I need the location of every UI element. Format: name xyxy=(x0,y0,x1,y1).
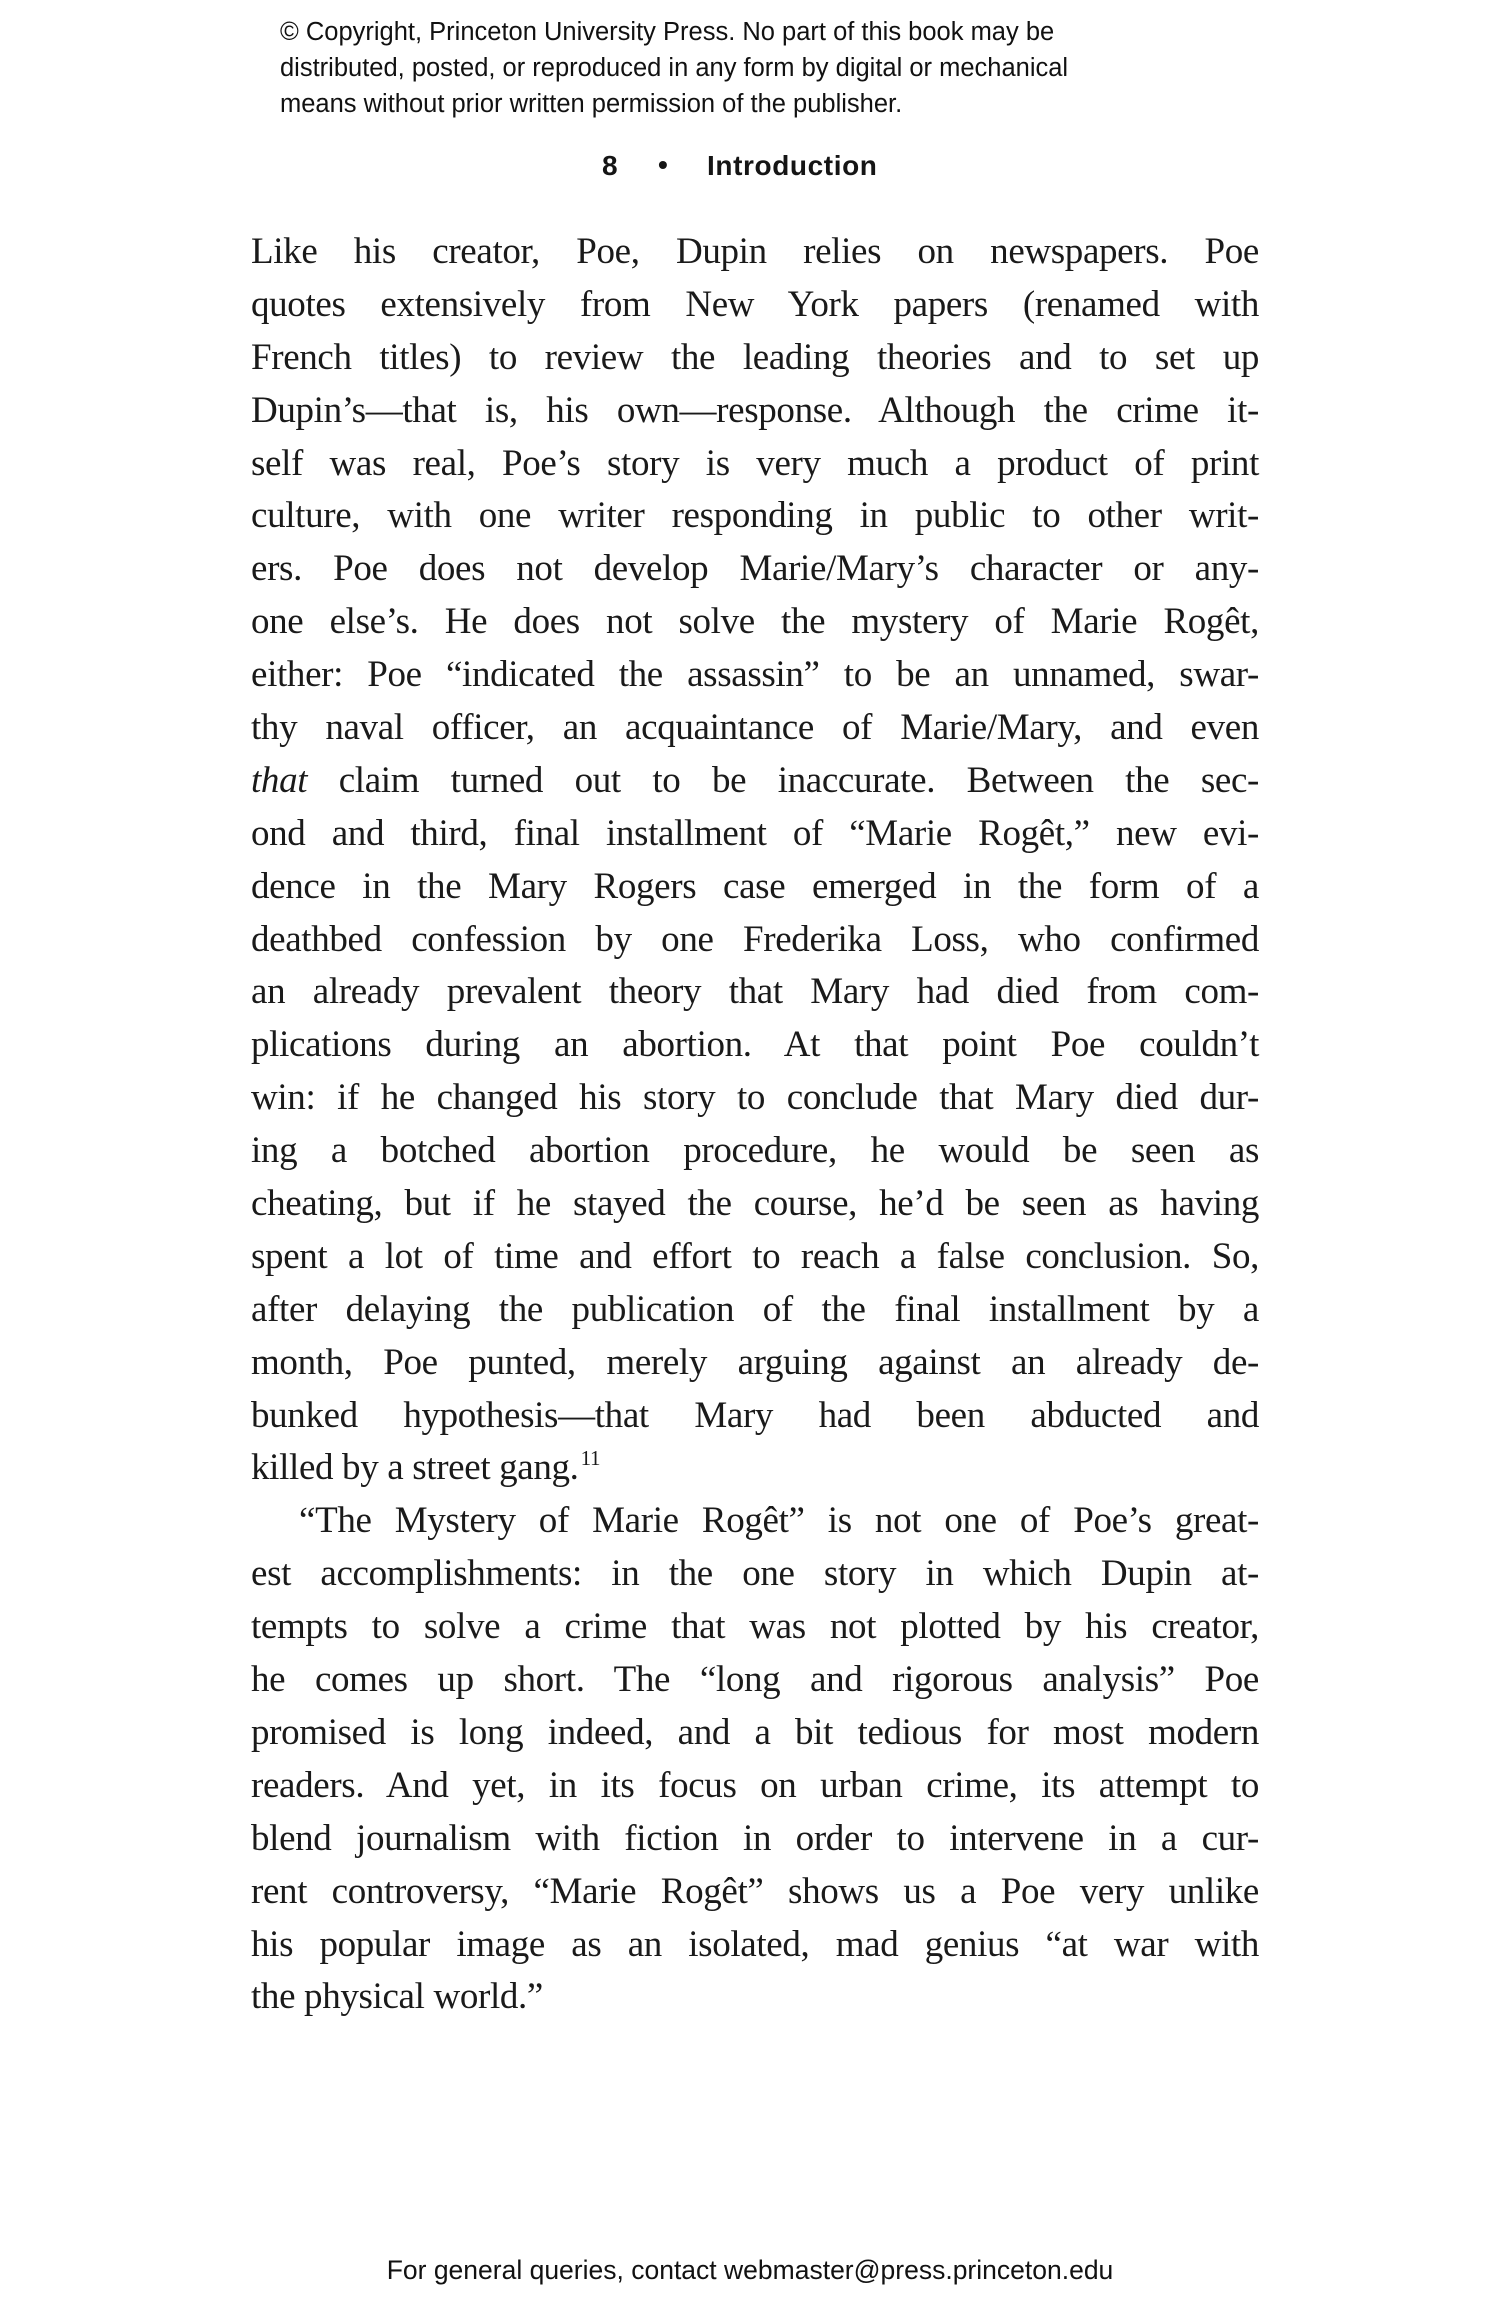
text-line: rent controversy, “Marie Rogêt” shows us a Poe very unlike xyxy=(251,1870,1259,1912)
text-line: month, Poe punted, merely arguing against an already de- xyxy=(251,1341,1259,1383)
copyright-line: © Copyright, Princeton University Press. No part of this book may be xyxy=(280,18,1055,46)
section-title: Introduction xyxy=(707,150,878,181)
footer xyxy=(0,2254,1500,2286)
text-line: an already prevalent theory that Mary had died from com- xyxy=(251,971,1259,1013)
text-line-indented: “The Mystery of Marie Rogêt” is not one of Poe’s great- xyxy=(299,1500,1259,1542)
text-line: est accomplishments: in the one story in which Dupin at- xyxy=(251,1553,1259,1595)
text-line: win: if he changed his story to conclude that Mary died dur- xyxy=(251,1077,1259,1119)
text-line-rest: claim turned out to be inaccurate. Between the sec- xyxy=(307,759,1259,801)
footer-text: For general queries, contact xyxy=(386,2255,725,2285)
text-line: plications during an abortion. At that point Poe couldn’t xyxy=(251,1024,1259,1066)
text-line: promised is long indeed, and a bit tedious for most modern xyxy=(251,1711,1259,1753)
text-line-content: killed by a street gang. xyxy=(251,1447,579,1489)
text-line: dence in the Mary Rogers case emerged in the form of a xyxy=(251,865,1259,907)
text-line: after delaying the publication of the final installment by a xyxy=(251,1288,1259,1330)
text-line: he comes up short. The “long and rigorous analysis” Poe xyxy=(251,1659,1259,1701)
text-line: tempts to solve a crime that was not plotted by his creator, xyxy=(251,1606,1259,1648)
text-line: cheating, but if he stayed the course, he’d be seen as having xyxy=(251,1183,1259,1225)
bullet-separator-icon: • xyxy=(658,149,668,180)
text-line: ond and third, final installment of “Marie Rogêt,” new evi- xyxy=(251,812,1259,854)
copyright-line: distributed, posted, or reproduced in any form by digital or mechanical xyxy=(280,54,1069,82)
body-text xyxy=(251,226,1259,2024)
text-line: self was real, Poe’s story is very much a product of print xyxy=(251,442,1259,484)
text-line: spent a lot of time and effort to reach a false conclusion. So, xyxy=(251,1235,1259,1277)
contact-email-link[interactable]: webmaster@press.princeton.edu xyxy=(724,2255,1114,2285)
text-line: blend journalism with fiction in order to intervene in a cur- xyxy=(251,1817,1259,1859)
text-line: either: Poe “indicated the assassin” to be an unnamed, swar- xyxy=(251,654,1259,696)
text-line: culture, with one writer responding in public to other writ- xyxy=(251,495,1259,537)
text-line: French titles) to review the leading theories and to set up xyxy=(251,336,1259,378)
text-line: quotes extensively from New York papers (renamed with xyxy=(251,283,1259,325)
footnote-reference[interactable]: 11 xyxy=(580,1446,601,1471)
text-line: Dupin’s—that is, his own—response. Although the crime it- xyxy=(251,389,1259,431)
text-line: deathbed confession by one Frederika Loss, who confirmed xyxy=(251,918,1259,960)
page-number: 8 xyxy=(602,150,618,181)
text-line: his popular image as an isolated, mad genius “at war with xyxy=(251,1923,1259,1965)
text-line: readers. And yet, in its focus on urban crime, its attempt to xyxy=(251,1764,1259,1806)
running-head xyxy=(0,150,1500,190)
text-line-last xyxy=(251,1442,1259,1495)
text-line-last: the physical world.” xyxy=(251,1976,543,2018)
copyright-notice xyxy=(280,14,1280,122)
text-line-with-italic xyxy=(251,755,1259,808)
text-line: ers. Poe does not develop Marie/Mary’s character or any- xyxy=(251,548,1259,590)
text-line: Like his creator, Poe, Dupin relies on newspapers. Poe xyxy=(251,231,1259,272)
paragraph-1 xyxy=(251,226,1259,1495)
italic-emphasis: that xyxy=(251,759,308,801)
copyright-line: means without prior written permission of the publisher. xyxy=(280,90,903,118)
text-line: ing a botched abortion procedure, he would be seen as xyxy=(251,1130,1259,1172)
text-line: bunked hypothesis—that Mary had been abducted and xyxy=(251,1394,1259,1436)
text-line: one else’s. He does not solve the mystery of Marie Rogêt, xyxy=(251,601,1259,643)
paragraph-2 xyxy=(251,1495,1259,2024)
text-line: thy naval officer, an acquaintance of Marie/Mary, and even xyxy=(251,707,1259,749)
